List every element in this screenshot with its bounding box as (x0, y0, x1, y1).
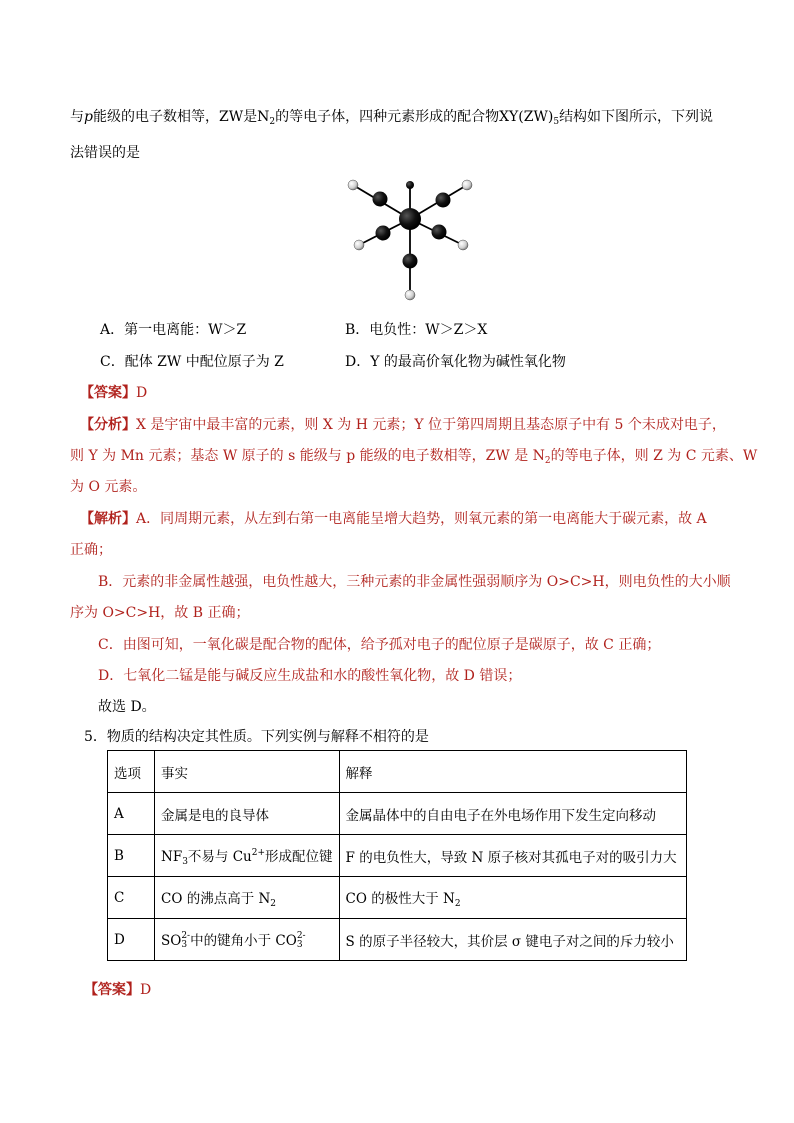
option-d: D．Y 的最高价氧化物为碱性氧化物 (345, 354, 566, 370)
carbon-atom (432, 225, 447, 240)
row-option: C (108, 877, 155, 919)
table-row (108, 919, 687, 961)
header-option: 选项 (108, 751, 155, 793)
row-fact: 金属是电的良导体 (155, 793, 340, 835)
hydrogen-atom (462, 180, 472, 190)
hydrogen-atom (458, 240, 468, 250)
question5-stem: 5．物质的结构决定其性质。下列实例与解释不相符的是 (84, 729, 429, 745)
row-option: A (108, 793, 155, 835)
option-a: A．第一电离能：W＞Z (100, 322, 247, 338)
header-reason: 解释 (339, 751, 686, 793)
hydrogen-atom (348, 180, 358, 190)
table-row (108, 835, 687, 877)
explanation-b-line-2: 序为 O>C>H，故 B 正确； (70, 605, 250, 621)
explanation-b-line-1: B．元素的非金属性越强，电负性越大，三种元素的非金属性强弱顺序为 O>C>H，则电负性的大小顺 (98, 574, 731, 590)
top-small-atom (406, 181, 414, 189)
row-reason: CO 的极性大于 $N_2$ (339, 877, 686, 919)
option-c: C．配体 ZW 中配位原子为 Z (100, 354, 284, 370)
complex-structure-figure (345, 175, 485, 310)
hydrogen-atom (405, 290, 415, 300)
header-fact: 事实 (155, 751, 340, 793)
row-fact: SO 2- 3 中的键角小于 CO 2- 3 (155, 919, 340, 961)
answer-line: 【答案】D (80, 385, 148, 401)
table-header-row (108, 751, 687, 793)
analysis-line-3: 为 O 元素。 (70, 479, 147, 495)
analysis-line-1: 【分析】X 是宇宙中最丰富的元素，则 X 为 H 元素；Y 位于第四周期且基态原子中有 5 个未成对电子， (80, 417, 726, 433)
stem-line-1: 与p能级的电子数相等，ZW是$N_2$的等电子体，四种元素形成的配合物$XY(ZW)_5$结构如下图所示，下列说 (70, 109, 714, 127)
row-fact: CO 的沸点高于 $N_2$ (155, 877, 340, 919)
explanation-c-line: C．由图可知，一氧化碳是配合物的配体，给予孤对电子的配位原子是碳原子，故 C 正确； (98, 637, 661, 653)
row-reason: F 的电负性大，导致 N 原子核对其孤电子对的吸引力大 (339, 835, 686, 877)
explanation-a-line-2: 正确； (70, 542, 112, 558)
hydrogen-atom (354, 240, 364, 250)
conclusion-line: 故选 D。 (98, 699, 156, 715)
answer-line-2: 【答案】D (84, 982, 152, 998)
analysis-line-2: 则 Y 为 Mn 元素；基态 W 原子的 s 能级与 p 能级的电子数相等，ZW 是 $N_2$的等电子体，则 Z 为 C 元素、W (70, 448, 758, 466)
carbon-atom (373, 192, 388, 207)
row-option: B (108, 835, 155, 877)
stem-line-2: 法错误的是 (70, 145, 140, 161)
central-metal-atom (399, 208, 421, 230)
row-fact: $NF_3$不易与 $Cu^{2+}$形成配位键 (155, 835, 340, 877)
carbon-atom (436, 193, 451, 208)
carbon-atom (403, 254, 418, 269)
option-b: B．电负性：W＞Z＞X (345, 322, 488, 338)
row-reason: 金属晶体中的自由电子在外电场作用下发生定向移动 (339, 793, 686, 835)
question5-table (107, 750, 687, 961)
row-reason: S 的原子半径较大，其价层 σ 键电子对之间的斥力较小 (339, 919, 686, 961)
explanation-d-line: D．七氧化二锰是能与碱反应生成盐和水的酸性氧化物，故 D 错误； (98, 668, 522, 684)
table-row (108, 877, 687, 919)
row-option: D (108, 919, 155, 961)
table-row (108, 793, 687, 835)
explanation-a-line-1: 【解析】A．同周期元素，从左到右第一电离能呈增大趋势，则氧元素的第一电离能大于碳元素，故 A (80, 511, 707, 527)
carbon-atom (376, 226, 391, 241)
